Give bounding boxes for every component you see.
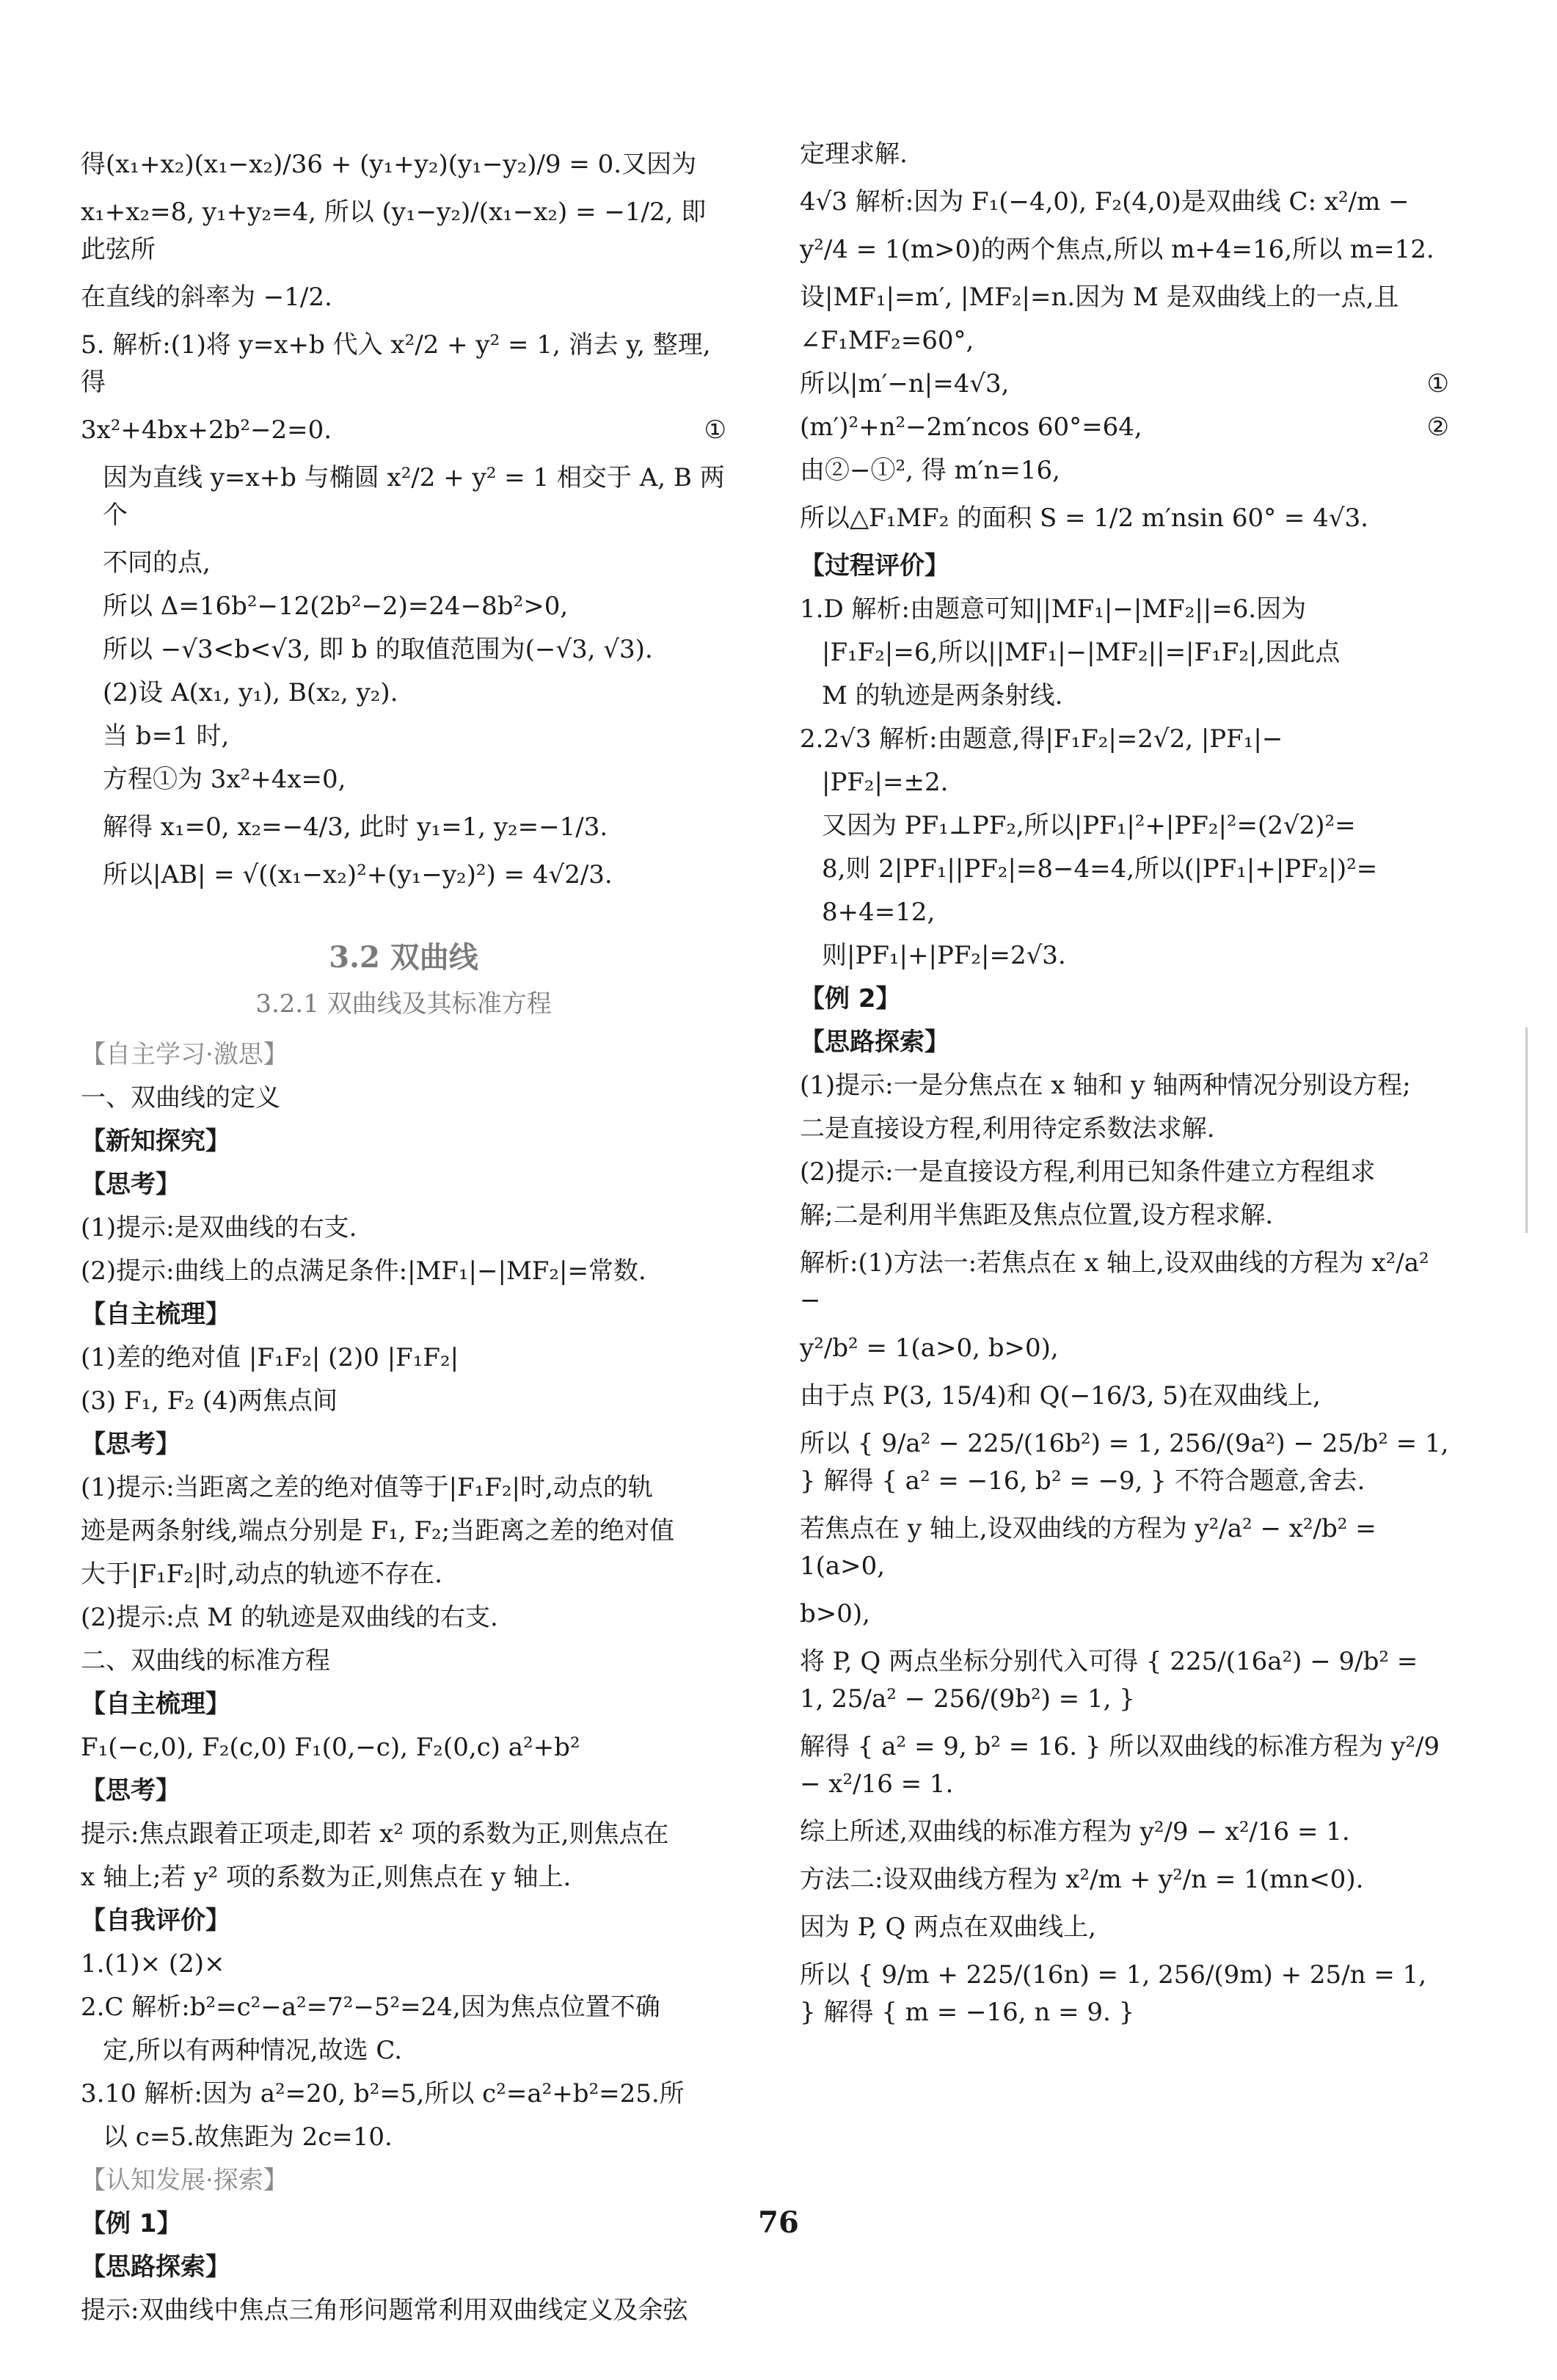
- left-line: [81, 545, 726, 582]
- left-line: [81, 631, 726, 669]
- right-line: [800, 500, 1449, 537]
- left-lower-line: [81, 2292, 726, 2329]
- right-line: [800, 1197, 1449, 1234]
- page-edge-mark: [1525, 1027, 1528, 1233]
- right-line: [800, 851, 1449, 888]
- line-text: 【自主梳理】: [81, 1689, 230, 1719]
- line-text: 在直线的斜率为 −1/2.: [81, 283, 332, 312]
- line-text: 【例 1】: [81, 2209, 182, 2238]
- left-lower-line: [81, 1642, 726, 1680]
- left-lower-line: [81, 1946, 726, 1983]
- left-line: [81, 588, 726, 625]
- line-text: |F₁F₂|=6,所以||MF₁|−|MF₂||=|F₁F₂|,因此点: [822, 638, 1341, 667]
- line-text: 当 b=1 时,: [103, 721, 230, 751]
- line-text: 所以△F₁MF₂ 的面积 S = 1/2 m′nsin 60° = 4√3.: [800, 503, 1368, 533]
- line-text: 【例 2】: [800, 984, 901, 1013]
- line-text: 【思考】: [81, 1776, 181, 1805]
- line-text: 因为 P, Q 两点在双曲线上,: [800, 1913, 1096, 1942]
- line-text: 2.2√3 解析:由题意,得|F₁F₂|=2√2, |PF₁|−: [800, 724, 1283, 754]
- left-lower-line: [81, 1902, 726, 1940]
- right-line: [800, 980, 1449, 1018]
- line-text: x₁+x₂=8, y₁+y₂=4, 所以 (y₁−y₂)/(x₁−x₂) = −1/2, 即此弦所: [81, 197, 707, 264]
- right-line: [800, 1728, 1449, 1803]
- line-text: 则|PF₁|+|PF₂|=2√3.: [822, 941, 1066, 970]
- left-lower-line: [81, 1513, 726, 1550]
- right-line: [800, 1909, 1449, 1946]
- line-text: 所以 −√3<b<√3, 即 b 的取值范围为(−√3, √3).: [103, 635, 653, 664]
- left-lower-line: [81, 1859, 726, 1896]
- line-text: 一、双曲线的定义: [81, 1083, 280, 1113]
- left-line: [81, 279, 726, 316]
- left-line: [81, 146, 726, 183]
- right-line: [800, 1425, 1449, 1500]
- left-lower-line: [81, 1772, 726, 1810]
- line-text: 若焦点在 y 轴上,设双曲线的方程为 y²/a² − x²/b² = 1(a>0,: [800, 1514, 1376, 1581]
- line-text: 方程①为 3x²+4x=0,: [103, 765, 346, 794]
- line-text: 不同的点,: [103, 548, 211, 578]
- line-text: 方法二:设双曲线方程为 x²/m + y²/n = 1(mn<0).: [800, 1865, 1364, 1894]
- right-line: [800, 634, 1449, 672]
- line-text: 以 c=5.故焦距为 2c=10.: [103, 2122, 393, 2152]
- line-text: 5. 解析:(1)将 y=x+b 代入 x²/2 + y² = 1, 消去 y, 整理, 得: [81, 330, 711, 397]
- line-text: 所以|AB| = √((x₁−x₂)²+(y₁−y₂)²) = 4√2/3.: [103, 860, 613, 889]
- line-text: 所以 { 9/m + 225/(16n) = 1, 256/(9m) + 25/n = 1, } 解得 { m = −16, n = 9. }: [800, 1960, 1427, 2027]
- right-line: [800, 721, 1449, 758]
- page-number: 76: [758, 2205, 799, 2240]
- right-line: [800, 1110, 1449, 1148]
- left-lower-line: [81, 1426, 726, 1463]
- left-lower-line: [81, 2162, 726, 2199]
- line-text: 所以|m′−n|=4√3,: [800, 369, 1010, 399]
- line-text: (1)提示:一是分焦点在 x 轴和 y 轴两种情况分别设方程;: [800, 1071, 1411, 1100]
- right-line: [800, 1813, 1449, 1851]
- right-line: [800, 183, 1449, 221]
- line-text: |PF₂|=±2.: [822, 768, 949, 797]
- right-line: [800, 1245, 1449, 1320]
- line-text: F₁(−c,0), F₂(c,0) F₁(0,−c), F₂(0,c) a²+b²: [81, 1733, 580, 1762]
- line-text: (1)差的绝对值 |F₁F₂| (2)0 |F₁F₂|: [81, 1343, 459, 1372]
- left-lower-line: [81, 1036, 726, 1074]
- right-line: [800, 1643, 1449, 1718]
- line-text: 由于点 P(3, 15/4)和 Q(−16/3, 5)在双曲线上,: [800, 1381, 1321, 1411]
- left-lower-line: [81, 1166, 726, 1204]
- left-column-lower-lines: [81, 1036, 726, 2329]
- left-line: [81, 809, 726, 846]
- right-line: [800, 136, 1449, 173]
- right-column: [800, 136, 1449, 2042]
- line-text: 迹是两条射线,端点分别是 F₁, F₂;当距离之差的绝对值: [81, 1516, 675, 1546]
- line-text: 【自主学习·激思】: [81, 1040, 288, 1069]
- line-text: 解;二是利用半焦距及焦点位置,设方程求解.: [800, 1201, 1274, 1230]
- line-text: 8,则 2|PF₁||PF₂|=8−4=4,所以(|PF₁|+|PF₂|)²=: [822, 854, 1378, 884]
- line-text: 提示:焦点跟着正项走,即若 x² 项的系数为正,则焦点在: [81, 1819, 669, 1849]
- line-text: 大于|F₁F₂|时,动点的轨迹不存在.: [81, 1560, 442, 1589]
- right-line: [800, 1024, 1449, 1061]
- left-lower-line: [81, 1816, 726, 1853]
- line-text: 【自主梳理】: [81, 1300, 230, 1329]
- left-lower-line: [81, 1989, 726, 2026]
- right-line: [800, 409, 1449, 446]
- line-text: (1)提示:当距离之差的绝对值等于|F₁F₂|时,动点的轨: [81, 1473, 653, 1502]
- line-text: 由②−①², 得 m′n=16,: [800, 456, 1060, 485]
- left-lower-line: [81, 1123, 726, 1160]
- left-lower-line: [81, 1209, 726, 1247]
- left-lower-line: [81, 1296, 726, 1333]
- line-text: 1.(1)× (2)×: [81, 1949, 225, 1979]
- left-lower-line: [81, 1599, 726, 1637]
- left-lower-line: [81, 1469, 726, 1507]
- line-text: 所以 Δ=16b²−12(2b²−2)=24−8b²>0,: [103, 592, 569, 621]
- left-line: [81, 327, 726, 401]
- left-line: [81, 459, 726, 534]
- left-lower-line: [81, 2032, 726, 2070]
- line-text: 所以 { 9/a² − 225/(16b²) = 1, 256/(9a²) − 25/b² = 1, } 解得 { a² = −16, b² = −9, } 不符合题意,舍去.: [800, 1429, 1449, 1496]
- line-text: 解得 x₁=0, x₂=−4/3, 此时 y₁=1, y₂=−1/3.: [103, 812, 608, 842]
- line-text: 4√3 解析:因为 F₁(−4,0), F₂(4,0)是双曲线 C: x²/m −: [800, 187, 1410, 216]
- right-line: [800, 1330, 1449, 1367]
- right-line: [800, 547, 1449, 585]
- line-text: 2.C 解析:b²=c²−a²=7²−5²=24,因为焦点位置不确: [81, 1993, 660, 2022]
- line-text: 3x²+4bx+2b²−2=0.: [81, 415, 332, 445]
- right-line: [800, 365, 1449, 403]
- left-lower-line: [81, 2075, 726, 2113]
- line-text: 二、双曲线的标准方程: [81, 1646, 330, 1675]
- right-line: [800, 894, 1449, 931]
- line-text: (2)提示:点 M 的轨迹是双曲线的右支.: [81, 1603, 498, 1632]
- right-line: [800, 937, 1449, 975]
- left-lower-line: [81, 2249, 726, 2286]
- line-text: 因为直线 y=x+b 与椭圆 x²/2 + y² = 1 相交于 A, B 两个: [103, 463, 725, 530]
- left-lower-line: [81, 1253, 726, 1290]
- right-line: [800, 807, 1449, 845]
- right-line: [800, 322, 1449, 360]
- line-text: y²/4 = 1(m>0)的两个焦点,所以 m+4=16,所以 m=12.: [800, 235, 1434, 264]
- right-line: [800, 764, 1449, 801]
- line-text: 【认知发展·探索】: [81, 2166, 288, 2195]
- right-line: [800, 452, 1449, 490]
- right-line: [800, 1861, 1449, 1899]
- left-column-lower: [81, 921, 726, 2335]
- line-text: 3.10 解析:因为 a²=20, b²=5,所以 c²=a²+b²=25.所: [81, 2079, 685, 2108]
- line-text: (2)设 A(x₁, y₁), B(x₂, y₂).: [103, 678, 398, 707]
- line-text: 【思考】: [81, 1430, 181, 1459]
- line-text: 提示:双曲线中焦点三角形问题常利用双曲线定义及余弦: [81, 2296, 688, 2325]
- line-text: 设|MF₁|=m′, |MF₂|=n.因为 M 是双曲线上的一点,且: [800, 283, 1399, 312]
- line-text: 得(x₁+x₂)(x₁−x₂)/36 + (y₁+y₂)(y₁−y₂)/9 = 0.又因为: [81, 150, 697, 179]
- line-text: 解得 { a² = 9, b² = 16. } 所以双曲线的标准方程为 y²/9 − x²/16 = 1.: [800, 1732, 1440, 1799]
- right-line: [800, 1510, 1449, 1585]
- line-text: b>0),: [800, 1599, 870, 1628]
- right-line: [800, 1957, 1449, 2031]
- right-line: [800, 591, 1449, 628]
- right-line: [800, 279, 1449, 316]
- line-text: 【思考】: [81, 1170, 181, 1199]
- line-text: (1)提示:是双曲线的右支.: [81, 1213, 357, 1242]
- line-text: 【思路探索】: [81, 2252, 230, 2282]
- left-lower-line: [81, 1339, 726, 1377]
- subsection-title: 3.2.1 双曲线及其标准方程: [255, 989, 552, 1019]
- equation-number: ②: [1426, 412, 1449, 442]
- left-line: [81, 674, 726, 712]
- line-text: (m′)²+n²−2m′ncos 60°=64,: [800, 412, 1142, 442]
- line-text: (3) F₁, F₂ (4)两焦点间: [81, 1386, 338, 1416]
- line-text: (2)提示:一是直接设方程,利用已知条件建立方程组求: [800, 1157, 1376, 1187]
- line-text: 二是直接设方程,利用待定系数法求解.: [800, 1114, 1215, 1143]
- line-text: (2)提示:曲线上的点满足条件:|MF₁|−|MF₂|=常数.: [81, 1256, 646, 1286]
- right-line: [800, 1067, 1449, 1105]
- left-line: [81, 761, 726, 798]
- line-text: 将 P, Q 两点坐标分别代入可得 { 225/(16a²) − 9/b² = 1, 25/a² − 256/(9b²) = 1, }: [800, 1647, 1418, 1714]
- line-text: ∠F₁MF₂=60°,: [800, 326, 974, 355]
- line-text: 【思路探索】: [800, 1027, 949, 1057]
- section-title: 3.2 双曲线: [329, 940, 478, 975]
- line-text: 1.D 解析:由题意可知||MF₁|−|MF₂||=6.因为: [800, 594, 1307, 624]
- line-text: 综上所述,双曲线的标准方程为 y²/9 − x²/16 = 1.: [800, 1817, 1350, 1846]
- left-line: [81, 856, 726, 894]
- left-lower-line: [81, 2119, 726, 2156]
- right-line: [800, 231, 1449, 269]
- left-lower-line: [81, 1383, 726, 1420]
- right-line: [800, 1154, 1449, 1191]
- line-text: M 的轨迹是两条射线.: [822, 681, 1063, 710]
- left-line: [81, 412, 726, 449]
- line-text: 又因为 PF₁⊥PF₂,所以|PF₁|²+|PF₂|²=(2√2)²=: [822, 811, 1356, 840]
- left-lower-line: [81, 1080, 726, 1117]
- line-text: 解析:(1)方法一:若焦点在 x 轴上,设双曲线的方程为 x²/a² −: [800, 1248, 1429, 1315]
- left-line: [81, 718, 726, 755]
- right-line: [800, 1378, 1449, 1415]
- line-text: 【自我评价】: [81, 1906, 230, 1935]
- line-text: 定理求解.: [800, 139, 908, 169]
- left-lower-line: [81, 1729, 726, 1766]
- right-line: [800, 677, 1449, 715]
- left-lower-line: [81, 1556, 726, 1593]
- left-lower-line: [81, 1686, 726, 1723]
- line-text: y²/b² = 1(a>0, b>0),: [800, 1333, 1059, 1363]
- equation-number: ①: [1426, 369, 1449, 399]
- line-text: 8+4=12,: [822, 898, 936, 927]
- right-line: [800, 1595, 1449, 1633]
- line-text: 【过程评价】: [800, 551, 949, 581]
- line-text: x 轴上;若 y² 项的系数为正,则焦点在 y 轴上.: [81, 1863, 572, 1892]
- left-column: [81, 136, 726, 904]
- left-line: [81, 194, 726, 269]
- equation-number: ①: [704, 415, 726, 445]
- line-text: 【新知探究】: [81, 1127, 230, 1156]
- line-text: 定,所以有两种情况,故选 C.: [103, 2036, 403, 2065]
